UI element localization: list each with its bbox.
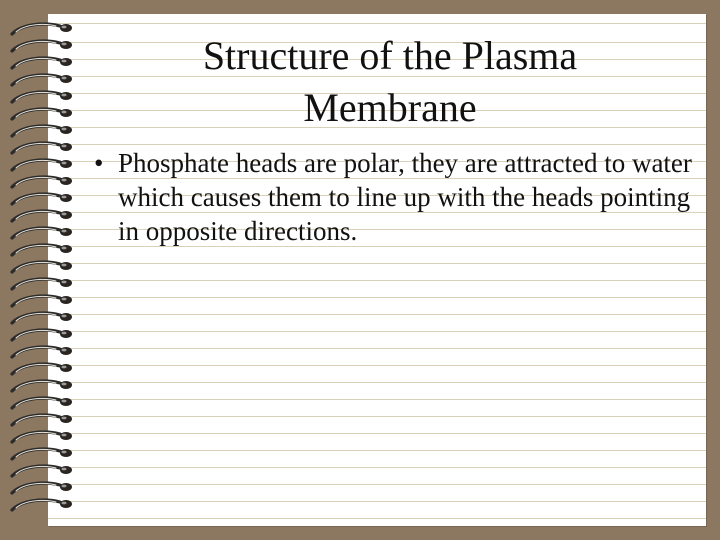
title-line-1: Structure of the Plasma: [202, 33, 578, 78]
bullet-text: Phosphate heads are polar, they are attracted to water which causes them to line up with the heads pointing in opposite directions.: [118, 148, 692, 246]
spiral-ring-icon: [12, 177, 72, 187]
spiral-binding-icon: [0, 0, 90, 540]
spiral-ring-icon: [12, 415, 72, 425]
binding-hole-icon: [60, 58, 72, 66]
spiral-ring-icon: [12, 330, 72, 340]
spiral-ring-icon: [12, 109, 72, 119]
bullet-list: [88, 146, 700, 248]
binding-hole-icon: [60, 296, 72, 304]
spiral-ring-icon: [12, 58, 72, 68]
binding-hole-icon: [60, 415, 72, 423]
spiral-ring-icon: [12, 483, 72, 493]
binding-hole-icon: [60, 347, 72, 355]
spiral-ring-icon: [12, 313, 72, 323]
spiral-ring-icon: [12, 279, 72, 289]
binding-hole-icon: [60, 228, 72, 236]
spiral-ring-icon: [12, 245, 72, 255]
binding-hole-icon: [60, 432, 72, 440]
spiral-ring-icon: [12, 500, 72, 510]
binding-hole-icon: [60, 330, 72, 338]
spiral-ring-icon: [12, 262, 72, 272]
binding-hole-icon: [60, 279, 72, 287]
spiral-ring-icon: [12, 24, 72, 34]
spiral-ring-icon: [12, 449, 72, 459]
binding-hole-icon: [60, 398, 72, 406]
binding-hole-icon: [60, 449, 72, 457]
binding-hole-icon: [60, 41, 72, 49]
binding-hole-icon: [60, 364, 72, 372]
binding-hole-icon: [60, 381, 72, 389]
binding-hole-icon: [60, 75, 72, 83]
slide-title: [90, 30, 690, 134]
spiral-ring-icon: [12, 211, 72, 221]
spiral-ring-icon: [12, 228, 72, 238]
spiral-ring-icon: [12, 143, 72, 153]
spiral-ring-icon: [12, 75, 72, 85]
binding-hole-icon: [60, 466, 72, 474]
spiral-ring-icon: [12, 381, 72, 391]
binding-hole-icon: [60, 262, 72, 270]
binding-hole-icon: [60, 160, 72, 168]
spiral-ring-icon: [12, 92, 72, 102]
spiral-ring-icon: [12, 364, 72, 374]
spiral-ring-icon: [12, 126, 72, 136]
spiral-ring-icon: [12, 398, 72, 408]
spiral-ring-icon: [12, 466, 72, 476]
spiral-ring-icon: [12, 160, 72, 170]
spiral-ring-icon: [12, 41, 72, 51]
binding-hole-icon: [60, 211, 72, 219]
binding-hole-icon: [60, 24, 72, 32]
binding-hole-icon: [60, 177, 72, 185]
binding-hole-icon: [60, 245, 72, 253]
binding-hole-icon: [60, 126, 72, 134]
spiral-ring-icon: [12, 347, 72, 357]
spiral-ring-icon: [12, 432, 72, 442]
bullet-item: [88, 146, 700, 248]
title-line-2: Membrane: [303, 85, 477, 130]
binding-hole-icon: [60, 500, 72, 508]
bullet-marker: •: [94, 148, 104, 178]
binding-hole-icon: [60, 313, 72, 321]
spiral-ring-icon: [12, 194, 72, 204]
binding-hole-icon: [60, 194, 72, 202]
binding-hole-icon: [60, 109, 72, 117]
spiral-ring-icon: [12, 296, 72, 306]
binding-hole-icon: [60, 143, 72, 151]
binding-hole-icon: [60, 483, 72, 491]
binding-hole-icon: [60, 92, 72, 100]
